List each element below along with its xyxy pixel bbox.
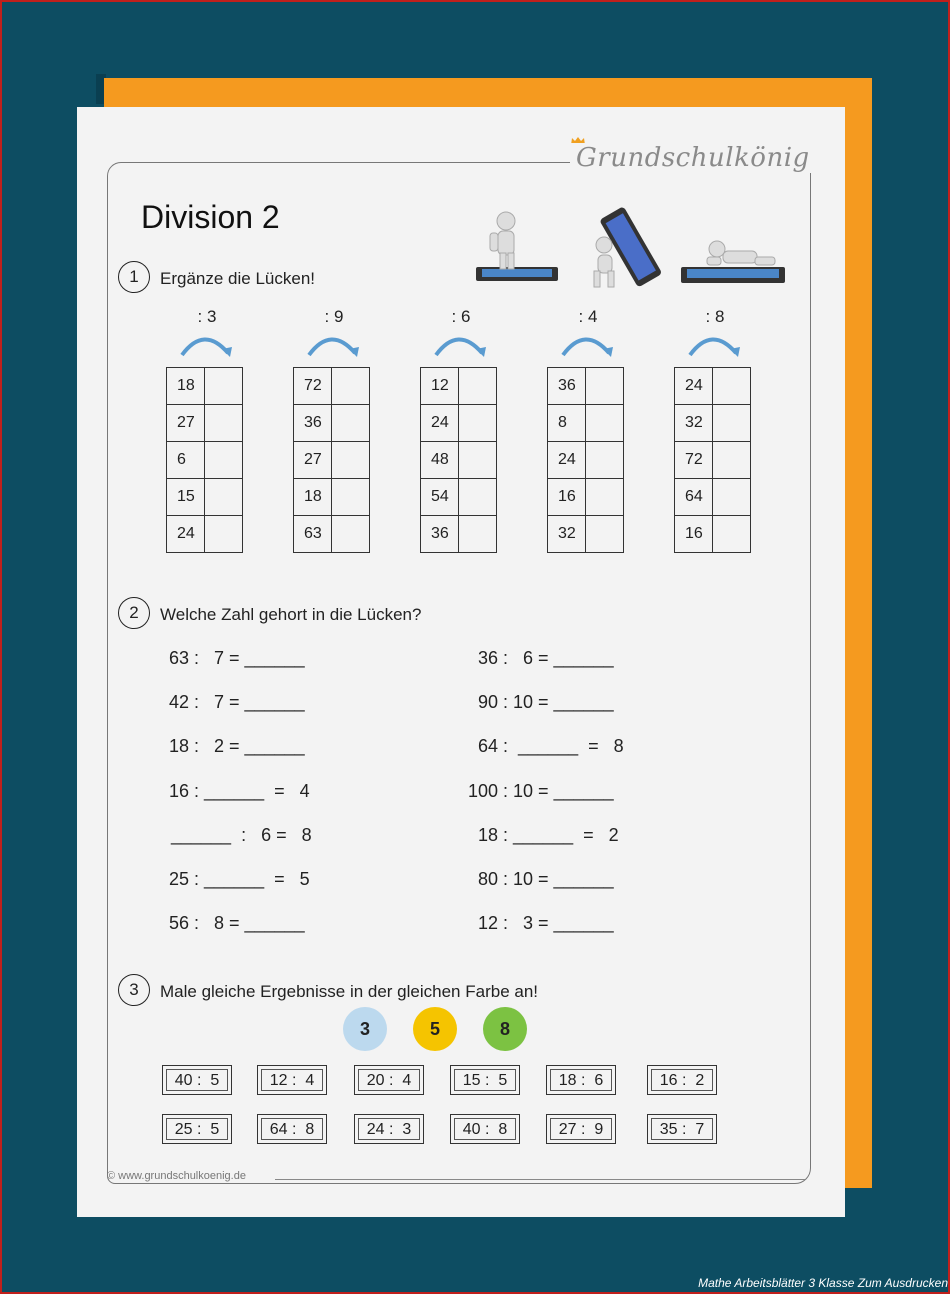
curved-arrow-icon: [430, 331, 490, 361]
answer-cell[interactable]: [586, 368, 624, 405]
equation-left-6[interactable]: 25 : ______ = 5: [169, 869, 310, 889]
division-table: [166, 367, 243, 553]
table-cell: 18: [294, 479, 332, 516]
equation-left-5[interactable]: ______ : 6 = 8: [171, 825, 312, 845]
answer-cell[interactable]: [332, 442, 370, 479]
answer-cell[interactable]: [332, 479, 370, 516]
answer-cell[interactable]: [459, 405, 497, 442]
expression-box[interactable]: [546, 1065, 616, 1095]
expression-box[interactable]: [162, 1114, 232, 1144]
table-cell: 12: [421, 368, 459, 405]
equation-left-1[interactable]: 63 : 7 = ______: [169, 648, 305, 668]
table-cell: 72: [294, 368, 332, 405]
color-dot-yellow: 5: [413, 1007, 457, 1051]
answer-cell[interactable]: [713, 442, 751, 479]
curved-arrow-icon: [557, 331, 617, 361]
answer-cell[interactable]: [586, 442, 624, 479]
image-caption: Mathe Arbeitsblätter 3 Klasse Zum Ausdrucken: [698, 1276, 948, 1290]
table-cell: 36: [421, 516, 459, 553]
equation-right-3[interactable]: 64 : ______ = 8: [478, 736, 624, 756]
division-table: [420, 367, 497, 553]
expression-text: 35 : 7: [651, 1118, 713, 1140]
answer-cell[interactable]: [332, 405, 370, 442]
table-cell: 8: [548, 405, 586, 442]
color-dot-blue: 3: [343, 1007, 387, 1051]
table-cell: 24: [675, 368, 713, 405]
table-cell: 24: [548, 442, 586, 479]
column-divisor: : 9: [324, 307, 344, 326]
answer-cell[interactable]: [205, 479, 243, 516]
table-cell: 54: [421, 479, 459, 516]
table-cell: 64: [675, 479, 713, 516]
table-cell: 32: [548, 516, 586, 553]
expression-box[interactable]: [647, 1114, 717, 1144]
expression-box[interactable]: [354, 1065, 424, 1095]
table-cell: 6: [167, 442, 205, 479]
footer-divider: [275, 1179, 805, 1180]
expression-text: 15 : 5: [454, 1069, 516, 1091]
answer-cell[interactable]: [205, 368, 243, 405]
division-table: [547, 367, 624, 553]
expression-box[interactable]: [450, 1065, 520, 1095]
table-cell: 36: [548, 368, 586, 405]
equation-right-4[interactable]: 100 : 10 = ______: [468, 781, 614, 801]
equation-right-5[interactable]: 18 : ______ = 2: [478, 825, 619, 845]
table-cell: 32: [675, 405, 713, 442]
table-cell: 18: [167, 368, 205, 405]
table-cell: 24: [421, 405, 459, 442]
table-cell: 27: [294, 442, 332, 479]
task-3-instruction: Male gleiche Ergebnisse in der gleichen Farbe an!: [160, 982, 539, 1001]
column-divisor: : 6: [451, 307, 471, 326]
answer-cell[interactable]: [459, 479, 497, 516]
answer-cell[interactable]: [459, 516, 497, 553]
answer-cell[interactable]: [332, 516, 370, 553]
answer-cell[interactable]: [459, 368, 497, 405]
task-1-instruction: Ergänze die Lücken!: [160, 269, 315, 288]
expression-box[interactable]: [546, 1114, 616, 1144]
footer-copyright: © www.grundschulkoenig.de: [107, 1170, 246, 1182]
division-table: [293, 367, 370, 553]
table-cell: 16: [675, 516, 713, 553]
answer-cell[interactable]: [332, 368, 370, 405]
figure-on-phone-illustration: [472, 205, 562, 287]
expression-text: 27 : 9: [550, 1118, 612, 1140]
worksheet: [77, 107, 845, 1217]
expression-text: 12 : 4: [261, 1069, 323, 1091]
answer-cell[interactable]: [459, 442, 497, 479]
equation-right-2[interactable]: 90 : 10 = ______: [478, 692, 614, 712]
expression-box[interactable]: [257, 1114, 327, 1144]
answer-cell[interactable]: [713, 479, 751, 516]
page-title: Division 2: [141, 199, 280, 235]
table-cell: 72: [675, 442, 713, 479]
expression-box[interactable]: [647, 1065, 717, 1095]
answer-cell[interactable]: [205, 442, 243, 479]
answer-cell[interactable]: [205, 516, 243, 553]
answer-cell[interactable]: [713, 405, 751, 442]
task-number-1: 1: [118, 261, 150, 293]
brand-logo: Grundschulkönig: [570, 143, 816, 173]
expression-box[interactable]: [450, 1114, 520, 1144]
answer-cell[interactable]: [586, 479, 624, 516]
answer-cell[interactable]: [586, 516, 624, 553]
answer-cell[interactable]: [586, 405, 624, 442]
figure-carrying-phone-illustration: [582, 205, 667, 293]
expression-text: 16 : 2: [651, 1069, 713, 1091]
table-cell: 16: [548, 479, 586, 516]
expression-text: 18 : 6: [550, 1069, 612, 1091]
answer-cell[interactable]: [205, 405, 243, 442]
expression-box[interactable]: [162, 1065, 232, 1095]
answer-cell[interactable]: [713, 368, 751, 405]
expression-box[interactable]: [354, 1114, 424, 1144]
answer-cell[interactable]: [713, 516, 751, 553]
column-divisor: : 3: [197, 307, 217, 326]
division-table: [674, 367, 751, 553]
equation-left-4[interactable]: 16 : ______ = 4: [169, 781, 310, 801]
task-number-2: 2: [118, 597, 150, 629]
column-divisor: : 8: [705, 307, 725, 326]
equation-right-6[interactable]: 80 : 10 = ______: [478, 869, 614, 889]
equation-left-7[interactable]: 56 : 8 = ______: [169, 913, 305, 933]
task-number-3: 3: [118, 974, 150, 1006]
expression-text: 40 : 5: [166, 1069, 228, 1091]
task-2-instruction: Welche Zahl gehort in die Lücken?: [160, 605, 422, 624]
table-cell: 48: [421, 442, 459, 479]
color-dot-green: 8: [483, 1007, 527, 1051]
expression-text: 40 : 8: [454, 1118, 516, 1140]
equation-right-1[interactable]: 36 : 6 = ______: [478, 648, 614, 668]
curved-arrow-icon: [176, 331, 236, 361]
table-cell: 63: [294, 516, 332, 553]
curved-arrow-icon: [303, 331, 363, 361]
column-divisor: : 4: [578, 307, 598, 326]
figure-lying-on-phone-illustration: [677, 235, 787, 291]
expression-text: 24 : 3: [358, 1118, 420, 1140]
equation-left-3[interactable]: 18 : 2 = ______: [169, 736, 305, 756]
table-cell: 36: [294, 405, 332, 442]
expression-text: 25 : 5: [166, 1118, 228, 1140]
expression-text: 64 : 8: [261, 1118, 323, 1140]
expression-text: 20 : 4: [358, 1069, 420, 1091]
table-cell: 24: [167, 516, 205, 553]
equation-right-7[interactable]: 12 : 3 = ______: [478, 913, 614, 933]
table-cell: 27: [167, 405, 205, 442]
curved-arrow-icon: [684, 331, 744, 361]
table-cell: 15: [167, 479, 205, 516]
expression-box[interactable]: [257, 1065, 327, 1095]
equation-left-2[interactable]: 42 : 7 = ______: [169, 692, 305, 712]
